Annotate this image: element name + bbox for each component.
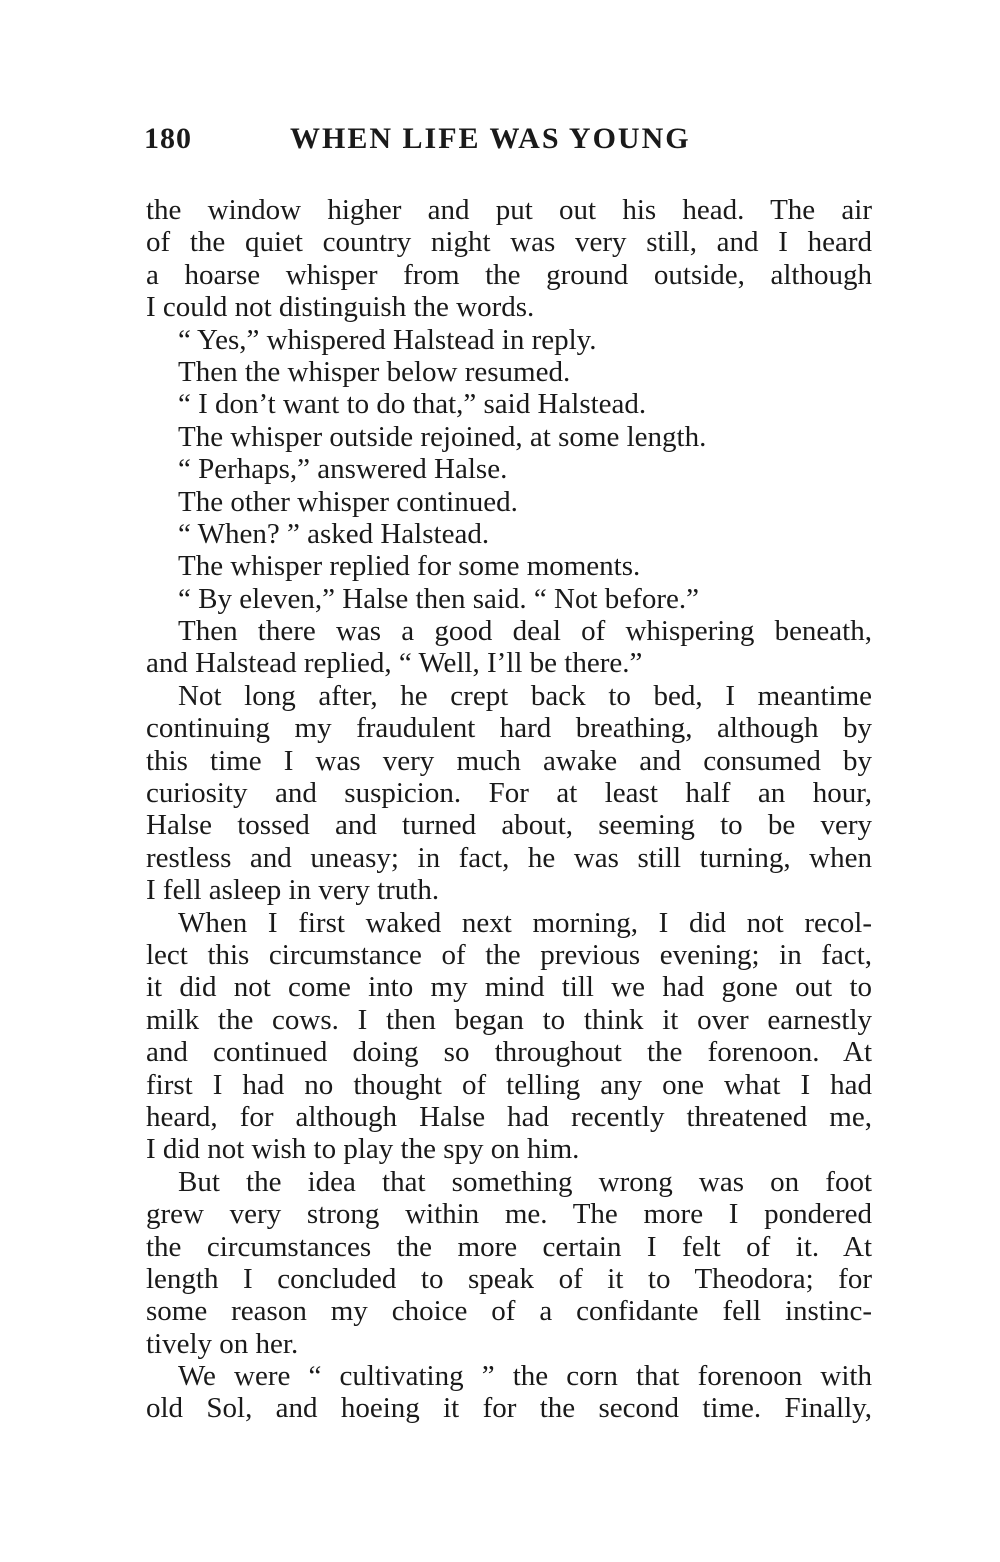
text-line: I did not wish to play the spy on him. <box>146 1133 580 1166</box>
text-line: heard, for although Halse had recently threatened me, <box>146 1100 872 1133</box>
text-line: I could not distinguish the words. <box>146 291 535 324</box>
text-line: We were “ cultivating ” the corn that forenoon with <box>178 1360 872 1393</box>
text-line: this time I was very much awake and consumed by <box>146 744 872 777</box>
text-line: grew very strong within me. The more I pondered <box>146 1198 872 1231</box>
text-line: The whisper replied for some moments. <box>178 550 641 583</box>
text-line: The whisper outside rejoined, at some length. <box>178 420 707 453</box>
text-line: old Sol, and hoeing it for the second time. Finally, <box>146 1392 872 1425</box>
text-line: tively on her. <box>146 1327 299 1360</box>
text-line: the circumstances the more certain I felt of it. At <box>146 1230 872 1263</box>
text-line: the window higher and put out his head. The air <box>146 194 872 226</box>
text-line: first I had no thought of telling any one what I had <box>146 1068 872 1101</box>
text-line: curiosity and suspicion. For at least half an hour, <box>146 777 872 810</box>
text-line: The other whisper continued. <box>178 485 518 518</box>
text-line: and continued doing so throughout the forenoon. At <box>146 1036 872 1069</box>
text-line: lect this circumstance of the previous evening; in fact, <box>146 938 872 971</box>
text-line: Then the whisper below resumed. <box>178 355 571 388</box>
text-line: Halse tossed and turned about, seeming to be very <box>146 809 872 842</box>
text-line: Not long after, he crept back to bed, I meantime <box>178 679 872 712</box>
text-line: I fell asleep in very truth. <box>146 874 440 907</box>
text-line: restless and uneasy; in fact, he was still turning, when <box>146 841 872 874</box>
text-line: “ When? ” asked Halstead. <box>178 517 490 550</box>
text-line: and Halstead replied, “ Well, I’ll be there.” <box>146 647 643 680</box>
text-line: “ By eleven,” Halse then said. “ Not before.” <box>178 582 699 615</box>
running-head <box>144 122 874 166</box>
text-line: it did not come into my mind till we had gone out to <box>146 971 872 1004</box>
text-line: Then there was a good deal of whispering beneath, <box>178 615 872 648</box>
text-line: continuing my fraudulent hard breathing, although by <box>146 712 872 745</box>
text-line: some reason my choice of a confidante fell instinc- <box>146 1295 872 1328</box>
running-title: WHEN LIFE WAS YOUNG <box>290 122 691 155</box>
page-number: 180 <box>144 122 192 155</box>
text-line: When I first waked next morning, I did not recol- <box>178 906 872 939</box>
text-line: of the quiet country night was very still, and I heard <box>146 226 872 259</box>
text-line: But the idea that something wrong was on foot <box>178 1165 872 1198</box>
text-line: milk the cows. I then began to think it over earnestly <box>146 1003 872 1036</box>
text-line: a hoarse whisper from the ground outside, although <box>146 258 872 291</box>
text-line: length I concluded to speak of it to Theodora; for <box>146 1262 872 1295</box>
text-line: “ Yes,” whispered Halstead in reply. <box>178 323 597 356</box>
text-line: “ I don’t want to do that,” said Halstead. <box>178 388 647 421</box>
body-text <box>146 194 872 1425</box>
text-line: “ Perhaps,” answered Halse. <box>178 453 508 486</box>
